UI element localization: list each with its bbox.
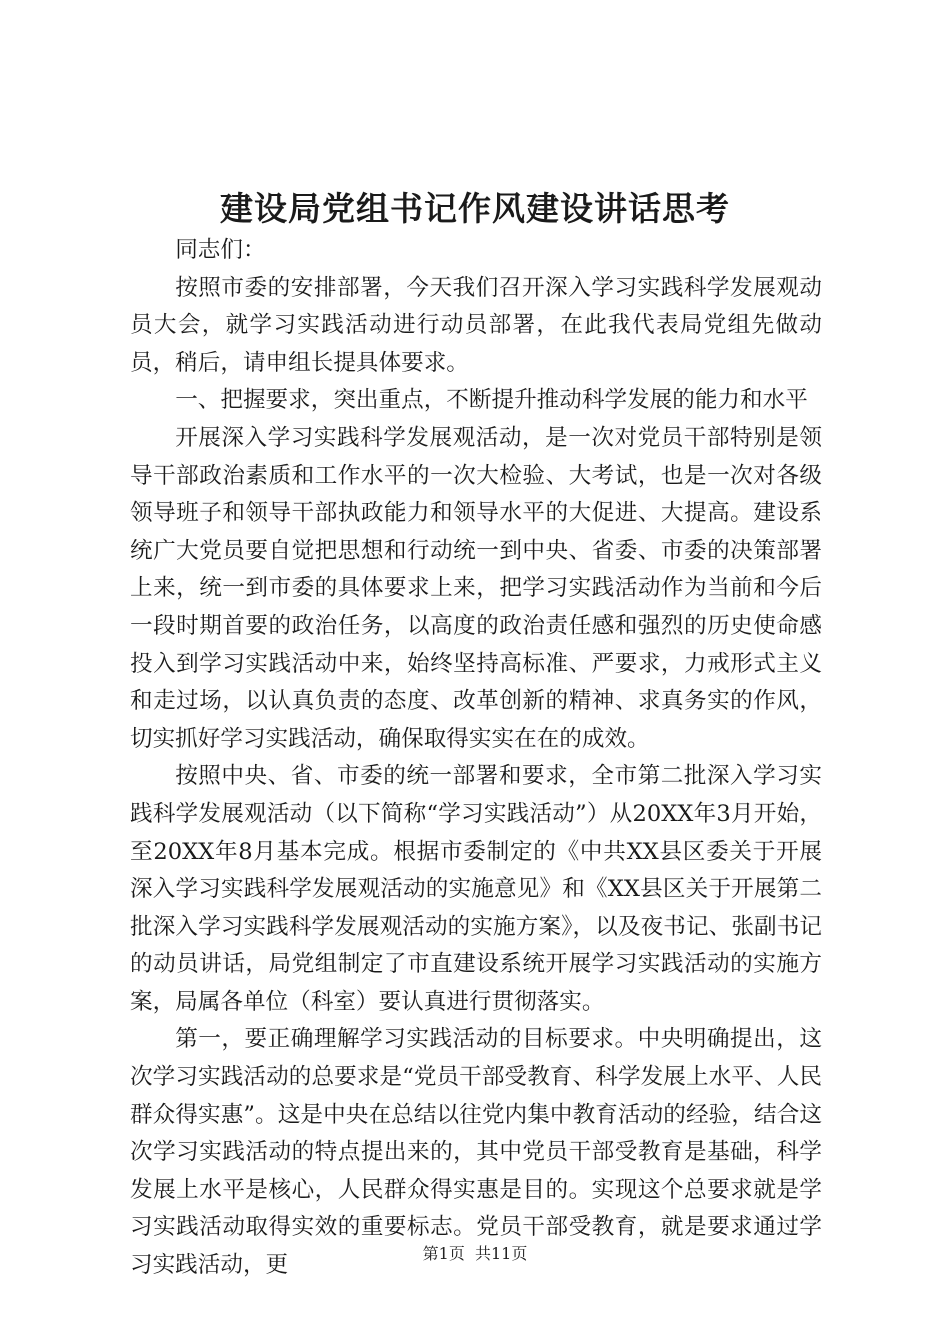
document-body bbox=[130, 232, 822, 1285]
body-paragraph: 开展深入学习实践科学发展观活动，是一次对党员干部特别是领导干部政治素质和工作水平的一次大检验、大考试，也是一次对各级领导班子和领导干部执政能力和领导水平的大促进、大提高。建设系统广大党员要自觉把思想和行动统一到中央、省委、市委的决策部署上来，统一到市委的具体要求上来，把学习实践活动作为当前和今后一段时期首要的政治任务，以高度的政治责任感和强烈的历史使命感投入到学习实践活动中来，始终坚持高标准、严要求，力戒形式主义和走过场，以认真负责的态度、改革创新的精神、求真务实的作风，切实抓好学习实践活动，确保取得实实在在的成效。 bbox=[130, 424, 822, 752]
body-paragraph: 第一，要正确理解学习实践活动的目标要求。中央明确提出，这次学习实践活动的总要求是“党员干部受教育、科学发展上水平、人民群众得实惠”。这是中央在总结以往党内集中教育活动的经验，结合这次学习实践活动的特点提出来的，其中党员干部受教育是基础，科学发展上水平是核心，人民群众得实惠是目的。实现这个总要求就是学习实践活动取得实效的重要标志。党员干部受教育，就是要求通过学习实践活动，更 bbox=[130, 1026, 822, 1279]
page-number: 第1页 共11页 bbox=[422, 1244, 528, 1263]
page-footer bbox=[0, 1243, 950, 1265]
document-title: 建设局党组书记作风建设讲话思考 bbox=[220, 189, 730, 228]
body-paragraph: 按照中央、省、市委的统一部署和要求，全市第二批深入学习实践科学发展观活动（以下简称“学习实践活动”）从20XX年3月开始，至20XX年8月基本完成。根据市委制定的《中共XX县区委关于开展深入学习实践科学发展观活动的实施意见》和《XX县区关于开展第二批深入学习实践科学发展观活动的实施方案》，以及夜书记、张副书记的动员讲话，局党组制定了市直建设系统开展学习实践活动的实施方案，局属各单位（科室）要认真进行贯彻落实。 bbox=[130, 763, 822, 1015]
section-heading: 一、把握要求，突出重点，不断提升推动科学发展的能力和水平 bbox=[175, 387, 808, 414]
body-paragraph: 按照市委的安排部署，今天我们召开深入学习实践科学发展观动员大会，就学习实践活动进行动员部署，在此我代表局党组先做动员，稍后，请申组长提具体要求。 bbox=[130, 274, 822, 376]
salutation-paragraph: 同志们： bbox=[175, 237, 266, 263]
